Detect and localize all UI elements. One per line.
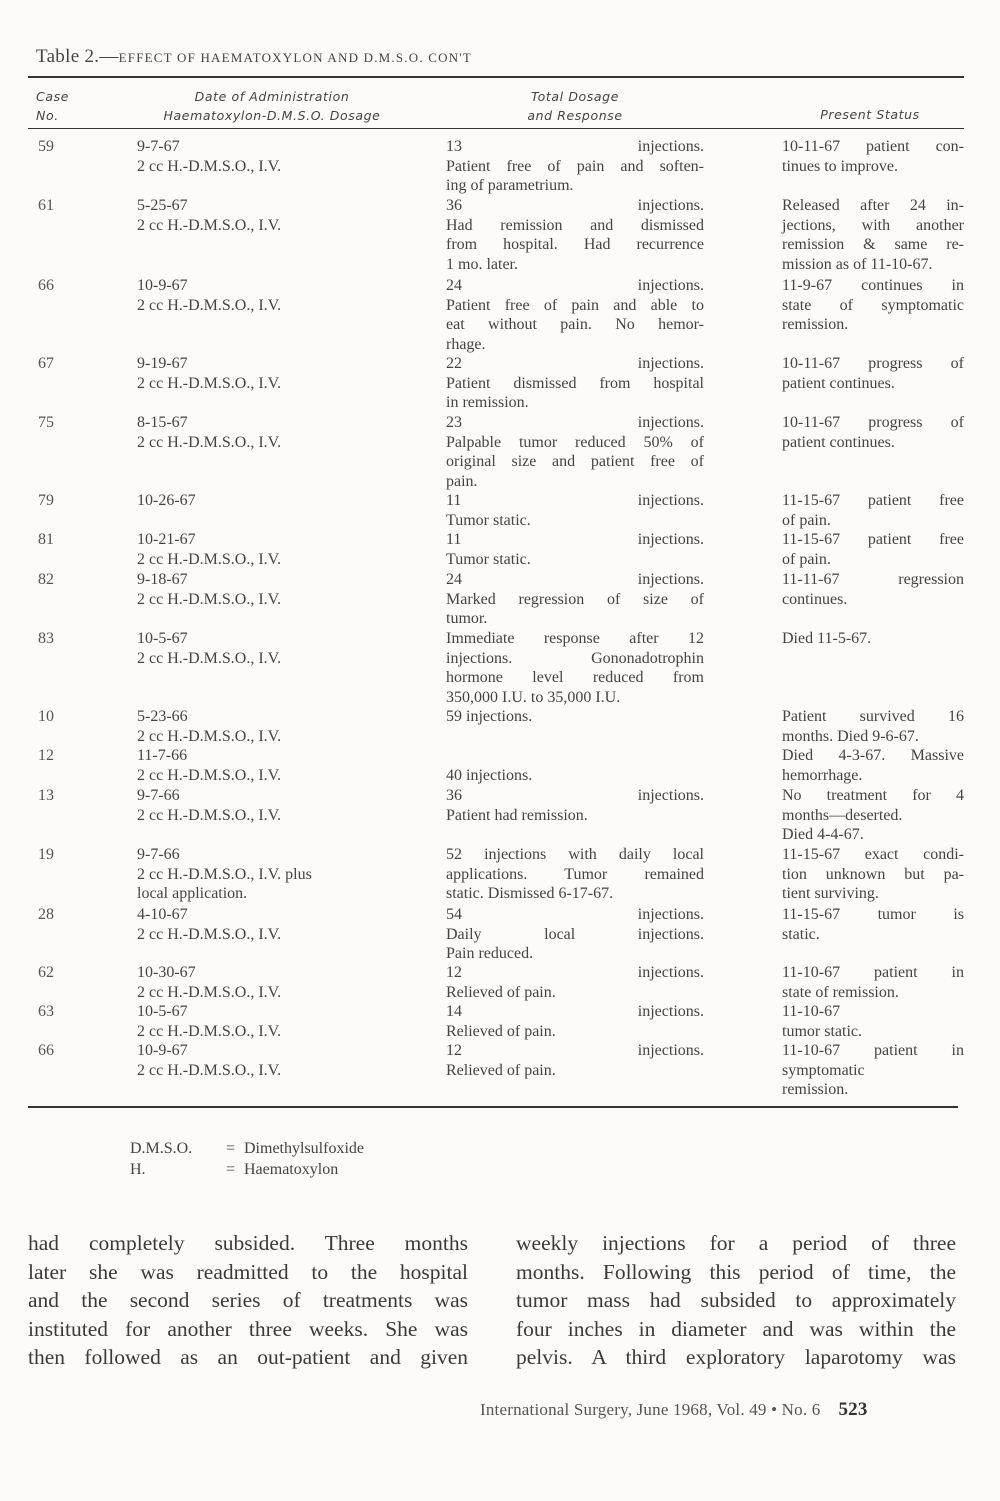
cell-line: 11-7-66 [137, 747, 188, 764]
cell-line: local application. [137, 885, 248, 903]
cell-line: Patient survived 16 [782, 708, 964, 725]
header-case: Case No. [36, 89, 69, 123]
cell-line: Patient free of pain and soften- [446, 157, 704, 175]
present-status-cell [782, 746, 964, 785]
cell-line: 2 cc H.-D.M.S.O., I.V. [137, 766, 282, 784]
cell-line: 13 injections. [446, 138, 704, 155]
cell-line: patient continues. [782, 433, 895, 451]
cell-line: 11-10-67 patient in [782, 1042, 964, 1059]
body-column-left: had completely subsided. Three months later she was readmitted to the hospital and the second series of treatments was instituted for another three weeks. She was then followed as an out-patient and given [28, 1231, 468, 1370]
cell-line: Immediate response after 12 [446, 630, 704, 647]
total-dosage-response-cell [446, 276, 704, 355]
case-number-cell: 13 [38, 787, 54, 804]
date-dosage-cell [137, 963, 427, 1002]
total-dosage-response-cell [446, 629, 704, 708]
cell-line: 24 injections. [446, 277, 704, 294]
present-status-cell [782, 570, 964, 609]
cell-line: 9-7-67 [137, 138, 180, 155]
date-dosage-cell [137, 707, 427, 746]
date-dosage-cell [137, 746, 427, 785]
cell-line: 5-23-66 [137, 708, 188, 725]
cell-line: 14 injections. [446, 1003, 704, 1020]
cell-line: 11 injections. [446, 492, 704, 509]
cell-line: 9-7-66 [137, 846, 180, 863]
cell-line: 2 cc H.-D.M.S.O., I.V. [137, 983, 282, 1001]
cell-line: 2 cc H.-D.M.S.O., I.V. [137, 925, 282, 943]
cell-line: applications. Tumor remained [446, 865, 704, 883]
cell-line: Had remission and dismissed [446, 216, 704, 234]
cell-line: continues. [782, 590, 848, 608]
header-date: Date of Administration Haematoxylon-D.M.S.O. Dosage [163, 89, 381, 123]
cell-line [446, 746, 704, 766]
cell-line: eat without pain. No hemor- [446, 316, 704, 334]
cell-line: 24 injections. [446, 571, 704, 588]
cell-line: of pain. [782, 511, 831, 529]
table-caption-prefix: Table 2.— [36, 46, 119, 67]
total-dosage-response-cell [446, 707, 704, 727]
cell-line: Daily local injections. [446, 925, 704, 943]
cell-line: Tumor static. [446, 511, 531, 529]
cell-line: 2 cc H.-D.M.S.O., I.V. [137, 157, 282, 175]
cell-line: 4-10-67 [137, 906, 188, 923]
cell-line: 11-11-67 regression [782, 571, 964, 588]
cell-line: Patient had remission. [446, 806, 588, 824]
cell-line: hemorrhage. [782, 766, 863, 784]
date-dosage-cell [137, 491, 427, 511]
present-status-cell [782, 1041, 964, 1100]
total-dosage-response-cell [446, 786, 704, 825]
present-status-cell [782, 354, 964, 393]
cell-line: 11-15-67 exact condi- [782, 846, 964, 863]
cell-line: static. [782, 925, 820, 943]
cell-line: original size and patient free of [446, 453, 704, 471]
cell-line: Died 11-5-67. [782, 630, 872, 647]
cell-line: 10-30-67 [137, 964, 196, 981]
cell-line: tient surviving. [782, 885, 879, 903]
present-status-cell [782, 530, 964, 569]
cell-line: Relieved of pain. [446, 1061, 556, 1079]
cell-line: 2 cc H.-D.M.S.O., I.V. [137, 374, 282, 392]
cell-line: 2 cc H.-D.M.S.O., I.V. [137, 649, 282, 667]
cell-line: Palpable tumor reduced 50% of [446, 433, 704, 451]
cell-line: jections, with another [782, 216, 964, 234]
cell-line: 2 cc H.-D.M.S.O., I.V. [137, 806, 282, 824]
cell-line: rhage. [446, 336, 486, 354]
date-dosage-cell [137, 845, 427, 904]
total-dosage-response-cell [446, 905, 704, 964]
legend-item: D.M.S.O. = Dimethylsulfoxide [130, 1140, 364, 1157]
cell-line: 11-10-67 patient in [782, 964, 964, 981]
case-number-cell: 75 [38, 414, 54, 431]
cell-line: patient continues. [782, 374, 895, 392]
cell-line: ing of parametrium. [446, 177, 574, 195]
cell-line: Released after 24 in- [782, 197, 964, 214]
case-number-cell: 10 [38, 708, 54, 725]
cell-line: 10-5-67 [137, 630, 188, 647]
cell-line: 36 injections. [446, 787, 704, 804]
cell-line: months—deserted. [782, 806, 903, 824]
cell-line: tumor static. [782, 1022, 862, 1040]
cell-line: 12 injections. [446, 964, 704, 981]
date-dosage-cell [137, 629, 427, 668]
cell-line: 10-11-67 patient con- [782, 138, 964, 155]
table-bottom-rule [28, 1106, 958, 1108]
journal-citation: International Surgery, June 1968, Vol. 49 • No. 6 [480, 1400, 821, 1419]
cell-line: 10-5-67 [137, 1003, 188, 1020]
cell-line: static. Dismissed 6-17-67. [446, 885, 614, 903]
present-status-cell [782, 491, 964, 530]
cell-line: Tumor static. [446, 550, 531, 568]
date-dosage-cell [137, 1002, 427, 1041]
cell-line: in remission. [446, 394, 529, 412]
page-number: 523 [838, 1399, 868, 1420]
cell-line: of pain. [782, 550, 831, 568]
total-dosage-response-cell [446, 1041, 704, 1080]
cell-line: 10-11-67 progress of [782, 355, 964, 372]
cell-line: tion unknown but pa- [782, 865, 964, 883]
cell-line: state of remission. [782, 983, 899, 1001]
cell-line: 9-19-67 [137, 355, 188, 372]
present-status-cell [782, 196, 964, 275]
cell-line: 2 cc H.-D.M.S.O., I.V. [137, 727, 282, 745]
total-dosage-response-cell [446, 491, 704, 530]
case-number-cell: 59 [38, 138, 54, 155]
cell-line: 2 cc H.-D.M.S.O., I.V. [137, 1061, 282, 1079]
cell-line: 2 cc H.-D.M.S.O., I.V. [137, 590, 282, 608]
cell-line: months. Died 9-6-67. [782, 727, 919, 745]
cell-line: 9-18-67 [137, 571, 188, 588]
case-number-cell: 82 [38, 571, 54, 588]
table-caption-title: EFFECT OF HAEMATOXYLON AND D.M.S.O. CON'T [118, 50, 472, 65]
case-number-cell: 28 [38, 906, 54, 923]
total-dosage-response-cell [446, 1002, 704, 1041]
body-column-right: weekly injections for a period of three months. Following this period of time, the tumor mass had subsided to approximately four inches in diameter and was within the pelvis. A third exploratory laparotomy was [516, 1231, 956, 1370]
case-number-cell: 67 [38, 355, 54, 372]
cell-line: 1 mo. later. [446, 256, 518, 274]
cell-line: Patient free of pain and able to [446, 296, 704, 314]
present-status-cell [782, 137, 964, 176]
present-status-cell [782, 905, 964, 944]
present-status-cell [782, 845, 964, 904]
total-dosage-response-cell [446, 570, 704, 629]
cell-line: 36 injections. [446, 197, 704, 214]
cell-line: 59 injections. [446, 708, 533, 725]
cell-line: 23 injections. [446, 414, 704, 431]
case-number-cell: 81 [38, 531, 54, 548]
cell-line: 5-25-67 [137, 197, 188, 214]
cell-line: 40 injections. [446, 766, 533, 784]
cell-line: 8-15-67 [137, 414, 188, 431]
cell-line: 2 cc H.-D.M.S.O., I.V. [137, 550, 282, 568]
case-number-cell: 66 [38, 1042, 54, 1059]
header-dosage: Total Dosage and Response [527, 89, 623, 123]
case-number-cell: 66 [38, 277, 54, 294]
case-number-cell: 12 [38, 747, 54, 764]
cell-line: Relieved of pain. [446, 1022, 556, 1040]
cell-line: from hospital. Had recurrence [446, 236, 704, 254]
cell-line: Died 4-4-67. [782, 826, 864, 844]
date-dosage-cell [137, 570, 427, 609]
page-footer [480, 1399, 868, 1421]
date-dosage-cell [137, 354, 427, 393]
total-dosage-response-cell [446, 137, 704, 196]
cell-line: 12 injections. [446, 1042, 704, 1059]
cell-line: symptomatic [782, 1061, 865, 1079]
total-dosage-response-cell [446, 354, 704, 413]
cell-line: 11-15-67 tumor is [782, 906, 964, 923]
cell-line: mission as of 11-10-67. [782, 256, 933, 274]
case-number-cell: 62 [38, 964, 54, 981]
cell-line: tumor. [446, 610, 488, 628]
cell-line: Pain reduced. [446, 945, 534, 963]
cell-line: 11-9-67 continues in [782, 277, 964, 294]
cell-line: 11-10-67 [782, 1003, 841, 1020]
cell-line: 2 cc H.-D.M.S.O., I.V. [137, 1022, 282, 1040]
cell-line: No treatment for 4 [782, 787, 964, 804]
cell-line: injections. Gononadotrophin [446, 649, 704, 667]
cell-line: 22 injections. [446, 355, 704, 372]
total-dosage-response-cell [446, 413, 704, 492]
date-dosage-cell [137, 530, 427, 569]
date-dosage-cell [137, 276, 427, 315]
present-status-cell [782, 629, 964, 649]
case-number-cell: 83 [38, 630, 54, 647]
cell-line: remission. [782, 1081, 849, 1099]
date-dosage-cell [137, 905, 427, 944]
cell-line: 2 cc H.-D.M.S.O., I.V. plus [137, 865, 312, 883]
cell-line: Patient dismissed from hospital [446, 374, 704, 392]
cell-line: 350,000 I.U. to 35,000 I.U. [446, 689, 621, 707]
header-status: Present Status [820, 107, 920, 122]
total-dosage-response-cell [446, 530, 704, 569]
cell-line: Marked regression of size of [446, 590, 704, 608]
case-number-cell: 61 [38, 197, 54, 214]
present-status-cell [782, 963, 964, 1002]
cell-line: remission. [782, 316, 849, 334]
present-status-cell [782, 1002, 964, 1041]
cell-line: hormone level reduced from [446, 669, 704, 687]
cell-line: 10-9-67 [137, 1042, 188, 1059]
legend-item: H. = Haematoxylon [130, 1161, 339, 1178]
cell-line: 10-26-67 [137, 492, 196, 509]
cell-line: 54 injections. [446, 906, 704, 923]
cell-line: state of symptomatic [782, 296, 964, 314]
case-number-cell: 79 [38, 492, 54, 509]
cell-line: Relieved of pain. [446, 983, 556, 1001]
cell-line: 11-15-67 patient free [782, 531, 964, 548]
cell-line: 2 cc H.-D.M.S.O., I.V. [137, 296, 282, 314]
cell-line: 10-9-67 [137, 277, 188, 294]
cell-line: remission & same re- [782, 236, 964, 254]
cell-line: 9-7-66 [137, 787, 180, 804]
cell-line: 52 injections with daily local [446, 846, 704, 863]
present-status-cell [782, 413, 964, 452]
present-status-cell [782, 786, 964, 845]
cell-line: 2 cc H.-D.M.S.O., I.V. [137, 433, 282, 451]
date-dosage-cell [137, 196, 427, 235]
cell-line: Died 4-3-67. Massive [782, 747, 964, 764]
total-dosage-response-cell [446, 746, 704, 785]
cell-line: 10-11-67 progress of [782, 414, 964, 431]
date-dosage-cell [137, 1041, 427, 1080]
present-status-cell [782, 707, 964, 746]
date-dosage-cell [137, 786, 427, 825]
date-dosage-cell [137, 137, 427, 176]
cell-line: tinues to improve. [782, 157, 898, 175]
case-number-cell: 19 [38, 846, 54, 863]
cell-line: 11 injections. [446, 531, 704, 548]
cell-line: pain. [446, 473, 478, 491]
case-number-cell: 63 [38, 1003, 54, 1020]
cell-line: 10-21-67 [137, 531, 196, 548]
total-dosage-response-cell [446, 845, 704, 904]
cell-line: 2 cc H.-D.M.S.O., I.V. [137, 216, 282, 234]
present-status-cell [782, 276, 964, 335]
cell-line: 11-15-67 patient free [782, 492, 964, 509]
date-dosage-cell [137, 413, 427, 452]
total-dosage-response-cell [446, 196, 704, 275]
total-dosage-response-cell [446, 963, 704, 1002]
abbreviation-legend [130, 1138, 364, 1180]
